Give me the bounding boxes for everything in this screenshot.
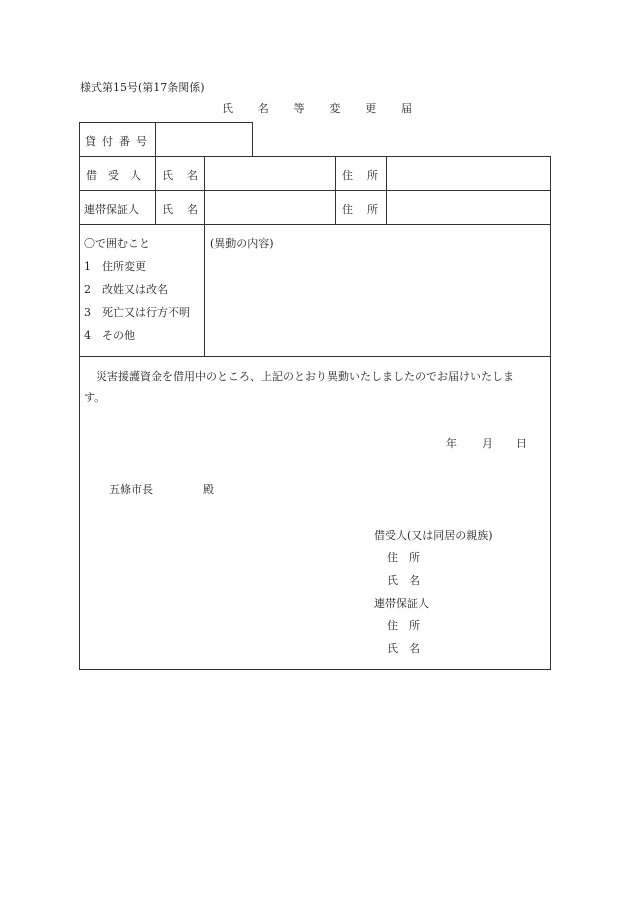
change-option[interactable]: 1 住所変更 xyxy=(84,260,146,273)
col-divider xyxy=(204,156,205,356)
row-divider xyxy=(79,190,551,191)
change-instruction: 〇で囲むこと xyxy=(84,237,150,250)
title-char: 氏 xyxy=(222,102,233,115)
title-char: 届 xyxy=(400,102,412,115)
guarantor-address-label: 住所 xyxy=(342,203,392,216)
form-number: 様式第15号(第17条関係) xyxy=(80,81,205,94)
change-option[interactable]: 4 その他 xyxy=(84,329,135,342)
borrower-name-field[interactable] xyxy=(207,159,332,188)
change-option[interactable]: 2 改姓又は改名 xyxy=(84,283,168,296)
signer-guarantor-heading: 連帯保証人 xyxy=(374,597,429,610)
col-divider xyxy=(335,156,336,224)
guarantor-label: 連帯保証人 xyxy=(84,203,139,216)
loan-number-field[interactable] xyxy=(158,124,250,154)
loan-number-divider xyxy=(155,122,156,157)
form-title xyxy=(222,100,412,116)
addressee: 五條市長 xyxy=(109,483,153,496)
statement-line-2: す。 xyxy=(84,391,106,404)
guarantor-name-label: 氏名 xyxy=(162,203,212,216)
change-option[interactable]: 3 死亡又は行方不明 xyxy=(84,306,190,319)
borrower-address-label: 住所 xyxy=(342,169,392,182)
borrower-address-field[interactable] xyxy=(389,159,547,188)
col-divider xyxy=(155,156,156,224)
signer-guarantor-address: 住 所 xyxy=(387,619,420,632)
main-table xyxy=(79,156,551,670)
signer-borrower-address: 住 所 xyxy=(387,551,420,564)
borrower-label: 借受人 xyxy=(86,169,152,182)
date-month: 月 xyxy=(482,437,493,450)
statement-line-1: 災害援護資金を借用中のところ、上記のとおり異動いたしましたのでお届けいたしま xyxy=(96,370,514,383)
signer-guarantor-name: 氏 名 xyxy=(387,642,420,655)
signer-borrower-name: 氏 名 xyxy=(387,574,420,587)
loan-number-label: 貸付番号 xyxy=(85,135,153,148)
guarantor-name-field[interactable] xyxy=(207,193,332,222)
guarantor-address-field[interactable] xyxy=(389,193,547,222)
title-char: 名 xyxy=(257,102,269,115)
honorific: 殿 xyxy=(203,483,214,496)
title-char: 変 xyxy=(329,102,341,115)
row-divider xyxy=(79,224,551,225)
title-char: 更 xyxy=(365,102,377,115)
signer-borrower-heading: 借受人(又は同居の親族) xyxy=(374,529,493,542)
change-details-label: (異動の内容) xyxy=(210,237,274,250)
row-divider xyxy=(79,356,551,357)
borrower-name-label: 氏名 xyxy=(162,169,212,182)
date-year: 年 xyxy=(446,437,457,450)
date-day: 日 xyxy=(516,437,527,450)
title-char: 等 xyxy=(293,102,305,115)
